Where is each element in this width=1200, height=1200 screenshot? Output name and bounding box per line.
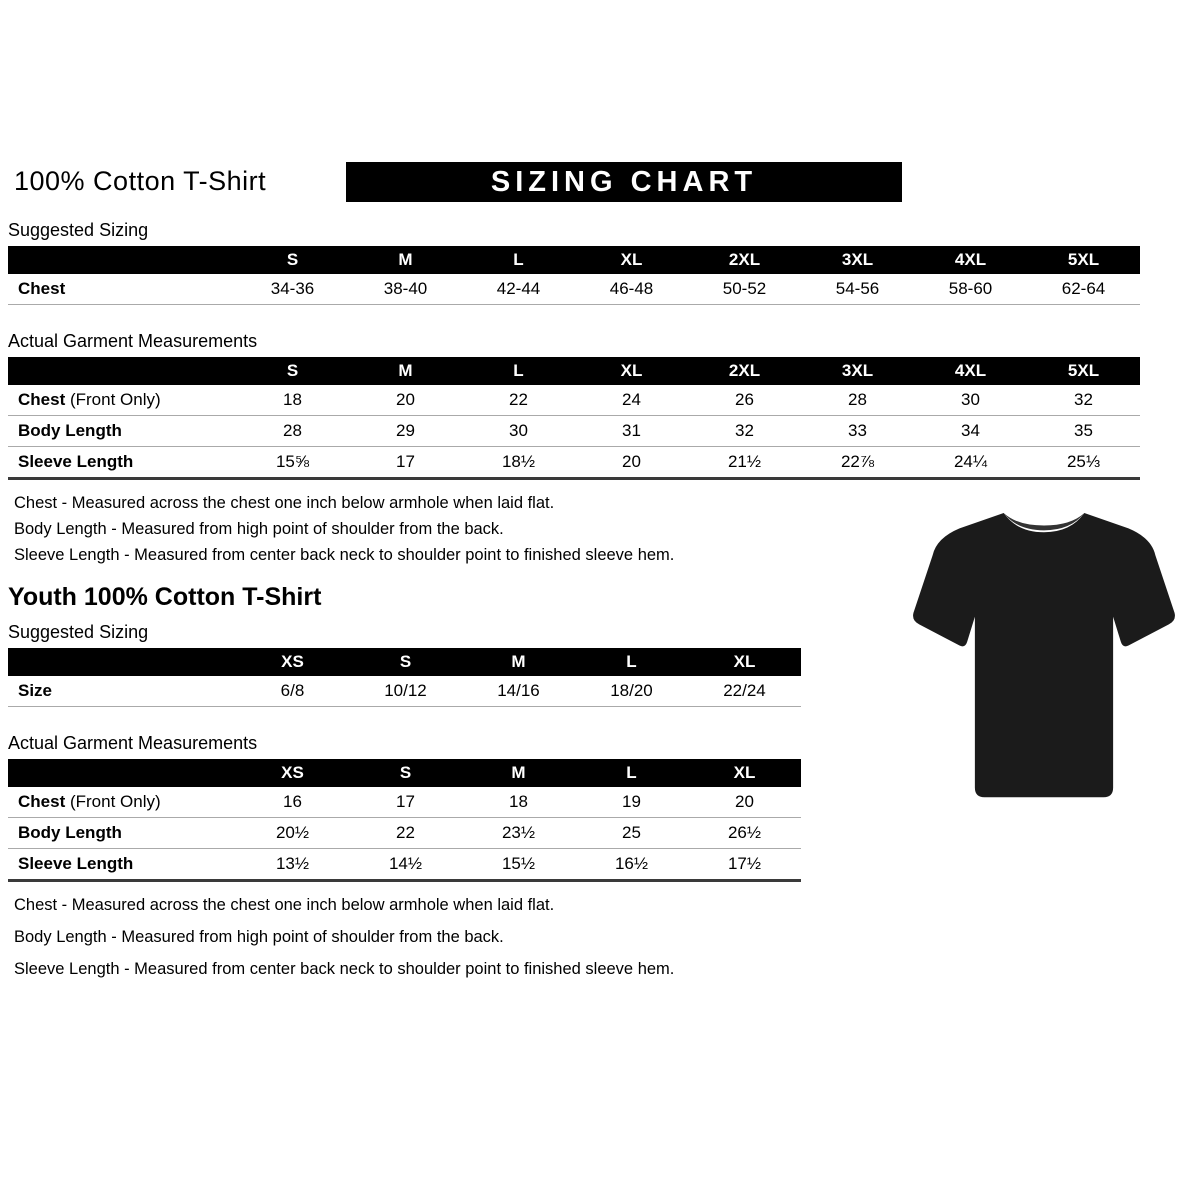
size-column-header: L xyxy=(462,246,575,274)
header-empty-cell xyxy=(8,759,236,787)
cell: 10/12 xyxy=(349,676,462,707)
size-column-header: L xyxy=(575,759,688,787)
row-label: Sleeve Length xyxy=(8,447,236,479)
row-label: Body Length xyxy=(8,818,236,849)
page-title: 100% Cotton T-Shirt xyxy=(14,166,267,196)
cell: 18/20 xyxy=(575,676,688,707)
cell: 18½ xyxy=(462,447,575,479)
size-column-header: 4XL xyxy=(914,246,1027,274)
cell: 13½ xyxy=(236,849,349,881)
cell: 58-60 xyxy=(914,274,1027,305)
cell: 30 xyxy=(914,385,1027,416)
size-column-header: 5XL xyxy=(1027,246,1140,274)
cell: 15½ xyxy=(462,849,575,881)
size-column-header: L xyxy=(575,648,688,676)
row-label: Chest (Front Only) xyxy=(8,787,236,818)
cell: 6/8 xyxy=(236,676,349,707)
cell: 18 xyxy=(236,385,349,416)
header-empty-cell xyxy=(8,357,236,385)
cell: 24 xyxy=(575,385,688,416)
cell: 25 xyxy=(575,818,688,849)
size-column-header: 3XL xyxy=(801,357,914,385)
size-column-header: XL xyxy=(575,357,688,385)
cell: 20 xyxy=(349,385,462,416)
note-sleeve-length: Sleeve Length - Measured from center back neck to shoulder point to finished sleeve hem. xyxy=(14,960,675,978)
size-column-header: XL xyxy=(575,246,688,274)
cell: 15⅝ xyxy=(236,447,349,479)
table-row xyxy=(8,416,1140,447)
cell: 26½ xyxy=(688,818,801,849)
youth-actual-measurements-table xyxy=(8,759,801,882)
table-row xyxy=(8,385,1140,416)
size-column-header: 3XL xyxy=(801,246,914,274)
adult-suggested-sizing-table xyxy=(8,246,1140,305)
cell: 38-40 xyxy=(349,274,462,305)
cell: 18 xyxy=(462,787,575,818)
table-header-row xyxy=(8,759,801,787)
cell: 28 xyxy=(801,385,914,416)
cell: 54-56 xyxy=(801,274,914,305)
cell: 22⅞ xyxy=(801,447,914,479)
cell: 29 xyxy=(349,416,462,447)
size-column-header: 5XL xyxy=(1027,357,1140,385)
cell: 46-48 xyxy=(575,274,688,305)
size-column-header: S xyxy=(236,357,349,385)
youth-suggested-sizing-label: Suggested Sizing xyxy=(8,622,149,642)
size-column-header: M xyxy=(349,357,462,385)
cell: 32 xyxy=(1027,385,1140,416)
cell: 14½ xyxy=(349,849,462,881)
cell: 62-64 xyxy=(1027,274,1140,305)
cell: 17 xyxy=(349,447,462,479)
cell: 31 xyxy=(575,416,688,447)
size-column-header: M xyxy=(349,246,462,274)
table-row xyxy=(8,849,801,881)
size-column-header: S xyxy=(349,759,462,787)
cell: 22 xyxy=(349,818,462,849)
table-row xyxy=(8,818,801,849)
cell: 21½ xyxy=(688,447,801,479)
header-empty-cell xyxy=(8,648,236,676)
tshirt-image xyxy=(900,480,1188,836)
cell: 20 xyxy=(688,787,801,818)
size-column-header: L xyxy=(462,357,575,385)
tshirt-silhouette-icon xyxy=(900,480,1188,836)
size-column-header: M xyxy=(462,759,575,787)
note-chest: Chest - Measured across the chest one inch below armhole when laid flat. xyxy=(14,494,555,512)
table-row xyxy=(8,447,1140,479)
row-label: Size xyxy=(8,676,236,707)
cell: 25⅓ xyxy=(1027,447,1140,479)
adult-suggested-sizing-label: Suggested Sizing xyxy=(8,220,149,240)
cell: 16 xyxy=(236,787,349,818)
cell: 30 xyxy=(462,416,575,447)
cell: 17½ xyxy=(688,849,801,881)
size-column-header: 4XL xyxy=(914,357,1027,385)
cell: 34-36 xyxy=(236,274,349,305)
table-row xyxy=(8,676,801,707)
cell: 28 xyxy=(236,416,349,447)
row-label: Chest xyxy=(8,274,236,305)
adult-actual-measurements-table xyxy=(8,357,1140,480)
cell: 16½ xyxy=(575,849,688,881)
table-row xyxy=(8,787,801,818)
cell: 20½ xyxy=(236,818,349,849)
size-column-header: XS xyxy=(236,759,349,787)
note-body-length: Body Length - Measured from high point of shoulder from the back. xyxy=(14,928,504,946)
cell: 34 xyxy=(914,416,1027,447)
adult-actual-measurements-label: Actual Garment Measurements xyxy=(8,331,258,351)
header-empty-cell xyxy=(8,246,236,274)
cell: 14/16 xyxy=(462,676,575,707)
cell: 35 xyxy=(1027,416,1140,447)
cell: 22 xyxy=(462,385,575,416)
youth-title: Youth 100% Cotton T-Shirt xyxy=(8,583,322,611)
sizing-chart-banner: SIZING CHART xyxy=(346,162,902,202)
cell: 42-44 xyxy=(462,274,575,305)
size-column-header: S xyxy=(236,246,349,274)
note-body-length: Body Length - Measured from high point of shoulder from the back. xyxy=(14,520,504,538)
cell: 17 xyxy=(349,787,462,818)
table-header-row xyxy=(8,648,801,676)
size-column-header: M xyxy=(462,648,575,676)
cell: 22/24 xyxy=(688,676,801,707)
cell: 23½ xyxy=(462,818,575,849)
youth-suggested-sizing-table xyxy=(8,648,801,707)
youth-actual-measurements-label: Actual Garment Measurements xyxy=(8,733,258,753)
cell: 32 xyxy=(688,416,801,447)
cell: 33 xyxy=(801,416,914,447)
cell: 26 xyxy=(688,385,801,416)
table-row xyxy=(8,274,1140,305)
table-header-row xyxy=(8,246,1140,274)
row-label: Body Length xyxy=(8,416,236,447)
size-column-header: XS xyxy=(236,648,349,676)
size-column-header: 2XL xyxy=(688,246,801,274)
cell: 24¼ xyxy=(914,447,1027,479)
size-column-header: XL xyxy=(688,648,801,676)
row-label: Sleeve Length xyxy=(8,849,236,881)
cell: 19 xyxy=(575,787,688,818)
cell: 20 xyxy=(575,447,688,479)
note-sleeve-length: Sleeve Length - Measured from center back neck to shoulder point to finished sleeve hem. xyxy=(14,546,675,564)
cell: 50-52 xyxy=(688,274,801,305)
table-header-row xyxy=(8,357,1140,385)
size-column-header: XL xyxy=(688,759,801,787)
note-chest: Chest - Measured across the chest one inch below armhole when laid flat. xyxy=(14,896,555,914)
size-column-header: S xyxy=(349,648,462,676)
youth-measurement-notes xyxy=(8,896,1192,979)
row-label: Chest (Front Only) xyxy=(8,385,236,416)
header-row xyxy=(8,166,1192,210)
size-column-header: 2XL xyxy=(688,357,801,385)
